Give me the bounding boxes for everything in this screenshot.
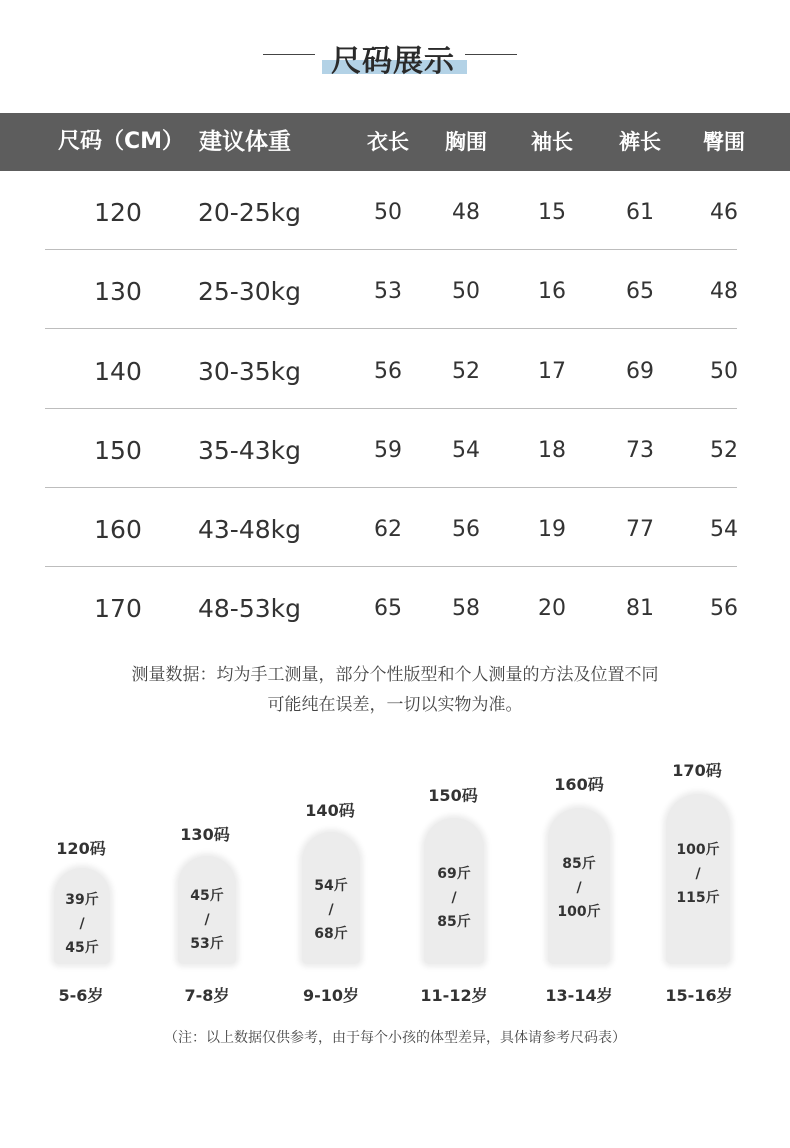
cell-hip: 56 bbox=[710, 596, 738, 621]
header-size: 尺码（CM） bbox=[58, 129, 185, 154]
age-label: 7-8岁 bbox=[184, 986, 230, 1005]
cell-weight: 48-53kg bbox=[198, 594, 301, 623]
footnote: （注：以上数据仅供参考，由于每个小孩的体型差异，具体请参考尺码表） bbox=[164, 1030, 626, 1046]
weight-min: 45斤 bbox=[190, 888, 224, 904]
age-label: 15-16岁 bbox=[665, 986, 733, 1005]
weight-separator: / bbox=[695, 866, 701, 882]
cell-hip: 52 bbox=[710, 438, 738, 463]
weight-max: 53斤 bbox=[190, 936, 224, 952]
cell-length: 53 bbox=[374, 279, 402, 304]
cell-sleeve: 20 bbox=[538, 596, 566, 621]
cell-weight: 20-25kg bbox=[198, 198, 301, 227]
table-row bbox=[0, 250, 790, 329]
cell-size: 160 bbox=[94, 515, 142, 544]
cell-size: 140 bbox=[94, 357, 142, 386]
cell-chest: 50 bbox=[452, 279, 480, 304]
cell-sleeve: 19 bbox=[538, 517, 566, 542]
cell-length: 62 bbox=[374, 517, 402, 542]
cell-pants: 61 bbox=[626, 200, 654, 225]
cell-length: 65 bbox=[374, 596, 402, 621]
size-code: 170码 bbox=[672, 761, 722, 780]
title-section bbox=[0, 30, 790, 90]
row-divider bbox=[45, 328, 737, 329]
cell-hip: 50 bbox=[710, 359, 738, 384]
weight-max: 68斤 bbox=[314, 926, 348, 942]
size-code: 130码 bbox=[180, 825, 230, 844]
cell-length: 50 bbox=[374, 200, 402, 225]
size-code: 140码 bbox=[305, 801, 355, 820]
weight-min: 54斤 bbox=[314, 878, 348, 894]
weight-max: 45斤 bbox=[65, 940, 99, 956]
age-label: 5-6岁 bbox=[58, 986, 104, 1005]
cell-weight: 43-48kg bbox=[198, 515, 301, 544]
age-label: 11-12岁 bbox=[420, 986, 488, 1005]
cell-length: 56 bbox=[374, 359, 402, 384]
weight-separator: / bbox=[204, 912, 210, 928]
cell-length: 59 bbox=[374, 438, 402, 463]
size-table-header bbox=[0, 113, 790, 171]
size-code: 150码 bbox=[428, 786, 478, 805]
cell-size: 170 bbox=[94, 594, 142, 623]
weight-separator: / bbox=[79, 916, 85, 932]
weight-min: 69斤 bbox=[437, 866, 471, 882]
weight-max: 85斤 bbox=[437, 914, 471, 930]
cell-size: 150 bbox=[94, 436, 142, 465]
cell-hip: 54 bbox=[710, 517, 738, 542]
header-pants: 裤长 bbox=[619, 130, 661, 154]
header-chest: 胸围 bbox=[445, 130, 487, 154]
cell-chest: 48 bbox=[452, 200, 480, 225]
cell-sleeve: 17 bbox=[538, 359, 566, 384]
cell-pants: 77 bbox=[626, 517, 654, 542]
header-length: 衣长 bbox=[367, 130, 409, 154]
cell-pants: 65 bbox=[626, 279, 654, 304]
age-label: 13-14岁 bbox=[545, 986, 613, 1005]
weight-separator: / bbox=[451, 890, 457, 906]
cell-weight: 25-30kg bbox=[198, 277, 301, 306]
title-rule-right bbox=[465, 54, 517, 55]
weight-separator: / bbox=[328, 902, 334, 918]
cell-sleeve: 18 bbox=[538, 438, 566, 463]
cell-hip: 46 bbox=[710, 200, 738, 225]
header-hip: 臀围 bbox=[703, 130, 745, 154]
table-row bbox=[0, 409, 790, 488]
cell-chest: 56 bbox=[452, 517, 480, 542]
cell-weight: 35-43kg bbox=[198, 436, 301, 465]
title-rule-left bbox=[263, 54, 315, 55]
cell-sleeve: 16 bbox=[538, 279, 566, 304]
table-row bbox=[0, 171, 790, 250]
size-code: 120码 bbox=[56, 839, 106, 858]
table-row bbox=[0, 330, 790, 409]
cell-size: 120 bbox=[94, 198, 142, 227]
cell-hip: 48 bbox=[710, 279, 738, 304]
weight-min: 100斤 bbox=[676, 842, 720, 858]
cell-chest: 52 bbox=[452, 359, 480, 384]
cell-chest: 58 bbox=[452, 596, 480, 621]
size-code: 160码 bbox=[554, 775, 604, 794]
cell-sleeve: 15 bbox=[538, 200, 566, 225]
weight-max: 100斤 bbox=[557, 904, 601, 920]
cell-chest: 54 bbox=[452, 438, 480, 463]
measurement-note-line1: 测量数据：均为手工测量，部分个性版型和个人测量的方法及位置不同 bbox=[131, 665, 659, 685]
header-weight: 建议体重 bbox=[199, 129, 291, 155]
header-sleeve: 袖长 bbox=[531, 130, 573, 154]
page-title: 尺码展示 bbox=[331, 44, 455, 79]
cell-weight: 30-35kg bbox=[198, 357, 301, 386]
age-label: 9-10岁 bbox=[302, 986, 360, 1005]
measurement-note-line2: 可能纯在误差，一切以实物为准。 bbox=[267, 695, 523, 715]
weight-max: 115斤 bbox=[676, 890, 720, 906]
cell-pants: 81 bbox=[626, 596, 654, 621]
table-row bbox=[0, 567, 790, 646]
cell-pants: 69 bbox=[626, 359, 654, 384]
weight-min: 85斤 bbox=[562, 856, 596, 872]
weight-min: 39斤 bbox=[65, 892, 99, 908]
cell-size: 130 bbox=[94, 277, 142, 306]
weight-separator: / bbox=[576, 880, 582, 896]
table-row bbox=[0, 488, 790, 567]
cell-pants: 73 bbox=[626, 438, 654, 463]
